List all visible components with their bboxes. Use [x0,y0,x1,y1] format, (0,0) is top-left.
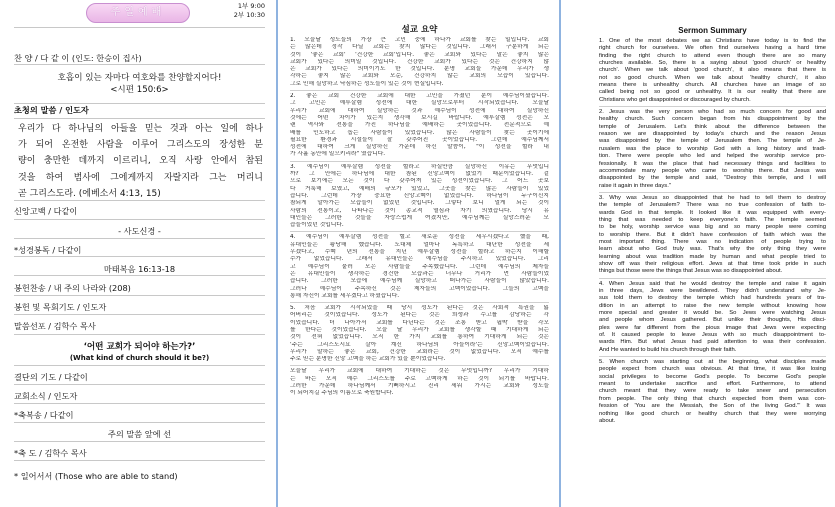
summary-paragraphs [599,38,826,425]
summary-line: the temple of Jerusalem? There was no true confession of faith to- [599,202,826,209]
summary-line: called being not so good or unhealthy. It is our reality that there are [599,89,826,96]
summary-line: 1. One of the most debates we as Christians have today is to find the [599,38,826,44]
summary-line: '주는 그리스도시요 살아 계신 하나님의 아들이라'는 신앙고백이었습니다. [290,341,549,348]
summary-line: 2. 좋은 교회 건강한 교회에 대한 고민을 가졌던 분이 예수님이셨습니다. [290,93,549,100]
paragraph-separator [290,302,549,303]
summary-line: most important thing. There was no indication of people trying to [599,238,826,245]
summary-paragraph [599,38,826,104]
divider [14,314,265,315]
order-benediction: *축 도 / 김학수 목사 [14,448,87,458]
summary-line: 으로 보기에는 모든 것이 다 갖추어져 있는 성전이었습니다. 그 어느 곳보 [290,178,549,185]
divider [14,275,265,276]
worship-order-panel [14,0,265,507]
summary-line: nothing like good church or healthy church that they were worrying [599,410,826,417]
summary-line: people expect from church was obvious. At that time, it was like losing [599,366,826,373]
summary-line: churches available. So, there is a saying about 'good church' or healthy [599,60,826,67]
summary-line: ples were far different from the pious image that Jews were expecting [599,324,826,331]
divider [14,238,265,239]
summary-line: more special and greater it would be. So Jews were watching Jesus [599,310,826,317]
summary-line: fession of 'You are the Messiah, the Son of the living God.'" It was [599,403,826,410]
summary-line: to be holy, worship service was big and so many people were coming [599,224,826,231]
order-commitment-prayer: 결단의 기도 / 다같이 [14,372,88,382]
divider [14,118,265,119]
summary-line: 주로 믿는 분명한 신앙 고백을 하는 교회가 있을 뿐이었습니다. [290,356,446,363]
summary-paragraph [290,164,549,230]
paragraph-separator [290,231,549,232]
invocation-line: 우리가 다 하나님의 아들을 믿는 것과 아는 일에 하나 [18,124,263,134]
summary-line: 를 한다는 것이었습니다. 오늘 날 우리가 교회를 생각할 때 기대하게 되는 [290,326,549,333]
divider [14,64,265,65]
paragraph-separator [599,192,826,193]
call-to-worship-ref: <시편 150:6> [110,85,169,95]
summary-line: 우리가 말하는 좋은 교회, 건강한 교회라는 것이 없었습니다. 오직 예수를 [290,348,549,355]
summary-line: reason we are disappointed by today's church and the reason Jesus [599,131,826,138]
summary-line: to worship there. But it didn't have confession of faith which was the [599,231,826,238]
paragraph-separator [599,356,826,357]
service-time-2: 2부 10:30 [233,10,265,19]
summary-line: of. It caused people to leave Jesus with so much disappointment to- [599,332,826,339]
summary-line: 3. 예수님이 예루살렘 성전을 헐라고 하실만큼 실망하신 이유는 무엇입니 [290,163,549,170]
summary-line: 가 사흘 동안에 일으키리라" 였습니다. [290,151,386,158]
invocation-line: 가 되어 온전한 사람을 이루어 그리스도의 장성한 분 [18,140,263,151]
summary-line: learning about was tradition made by human and what people tried to [599,253,826,260]
summary-line: dition in an attempt to raise the new temple without knowing how [599,302,826,309]
summary-line: 그로 인해 실망하고 낙심하는 성도들이 있는 것이 현실입니다. [290,80,444,87]
paragraph-separator [599,106,826,107]
summary-line: wards Him. But what Jesus had paid attention to was their confession. [599,339,826,346]
sermon-title: ‘어떤 교회가 되어야 하는가?’ [83,342,196,352]
summary-line: 3. Why was Jesus so disappointed that he had to tell them to destroy [599,194,826,201]
blessing-song-title: 주의 말씀 앞에 선 [107,429,172,439]
summary-line: 4. 예수님이 예루살렘 성전을 헐고 새로운 성전을 세우시겠다고 했을 때, [290,234,549,241]
summary-line: And He wanted to build his church through their faith. [599,346,737,353]
order-creed: 신앙고백 / 다같이 [14,206,78,216]
divider [14,403,265,404]
summary-line: 것이 '좋은 교회' '건강한 교회'입니다. 좋은 교회와 있다는 말은 좋지 않은 [290,51,549,58]
divider [14,27,265,28]
divider [14,295,265,296]
summary-line: church meant that they were ready to take sneer and persecution [599,388,826,395]
divider [14,256,265,257]
order-scripture-reading: *성경봉독 / 다같이 [14,245,82,255]
summary-paragraph [290,234,549,300]
summary-line: 것에는 어떤 차이가 있는지 생각해 보시길 바랍니다. 예루살렘 성전은 오 [290,114,549,121]
summary-line: 그 고민은 예루살렘 성전에 대한 실망으로부터 시작되었습니다. 오늘날 [290,100,549,107]
summary-line: 참되게 알아가는 모습들이 없었던 것입니다. 그렇다 보니 얼게 되는 것이 [290,200,549,207]
summary-line: show off was their religious effort. Jews at that time took pride in such [599,260,826,267]
summary-line: 우리가 교회에 대하여 실망하는 것과 예수님이 성전에 대하여 실망하신 [290,107,549,114]
scripture-reference: 마태복음 16:13-18 [103,264,176,274]
call-to-worship-verse: 호흡이 있는 자마다 여호와를 찬양할지어다! [57,73,222,83]
divider [14,200,265,201]
column-divider [559,0,561,507]
summary-line: 수가 없었습니다. 그래서 유대인들은 예수님을 주시하고 있었습니다. 그리 [290,256,549,263]
summary-line: 2. Jesus was the very person who had so much concern for good and [599,109,826,116]
invocation-line: 곧 그리스도라. (에베소서 4:13, 15) [18,188,161,199]
summary-title: 설교 요약 [401,25,438,35]
summary-line: not so good church. When we talk about 'healthy church', it also [599,74,826,81]
summary-line: things but those were the things that Jesus was so disappointed about. [599,268,783,275]
summary-line: 은 유대인들이 생각하는 경건한 모습과는 너무나 거리가 먼 사람들이었 [290,270,549,277]
summary-line: finding the right church to attend even though there are so many [599,52,826,59]
summary-line: thing that was needed to keep everyone's faith. The temple seemed [599,216,826,223]
summary-paragraph [290,305,549,363]
summary-line: 오늘날 우리가 교회에 대하여 기대하는 것은 무엇입니까? 우리가 기대하 [290,368,549,375]
summary-line: 5. 처음 교회가 시작되었을 때 당시 성도가 된다는 것은 사회적 특권을 잃 [290,305,549,312]
summary-line: temple of Jerusalem. Let's think about the difference between the [599,123,826,130]
paragraph-separator [290,90,549,91]
summary-line: 것이 전혀 없었습니다. 오직 한 가지 교회를 통하여 기대하게 되는 것은 [290,334,549,341]
summary-line: wards God in that temple. It looked like it was equipped with every- [599,209,826,216]
summary-paragraphs [290,37,549,398]
summary-line: 5. When church was starting out at the beginning, what disciples made [599,359,826,366]
summary-paragraph [290,37,549,88]
stand-note: * 일어서서 (Those who are able to stand) [14,471,178,481]
sermon-title-english: (What kind of church should it be?) [69,354,210,362]
paragraph-separator [290,161,549,162]
summary-line: 어버리는 것이었습니다. 성도가 된다는 것은 희생과 수고를 감당하는 각 [290,312,549,319]
summary-line: 대인들은 그러한 것들을 자랑스럽게 여겼지만, 예수님께는 실망스러운 모 [290,214,549,221]
summary-line: learn about who God truly was. That's why the only thing they were [599,246,826,253]
paragraph-separator [290,365,549,366]
divider [14,219,265,220]
invocation-line: 량이 충만한 데까지 이르리니, 오직 사랑 안에서 참된 [18,156,263,167]
summary-line: 배를 인도하고 돕는 사람들이 있었습니다. 많은 사람들이 찾는 곳이기에 [290,129,549,136]
summary-line: 는 바는 오직 예수 그리스도를 주로 고백하게 하는 것이 되기를 바랍니다. [290,375,549,382]
invocation-line: 것을 하여 범사에 그에게까지 자랄지라 그는 머리니 [18,172,263,183]
divider [14,441,265,442]
summary-line: 성전에 대하여 크게 실망하신 가운데 하신 말씀이, "이 성전을 헐라 내 [290,144,549,151]
divider [14,460,265,461]
summary-line: 우겠다고, 수백 년의 전통을 지닌 예루살렘 성전을 헐라고 하는지 이해할 [290,249,549,256]
service-title: 주일예배 [86,3,190,23]
summary-line: healthy church. Such concern began from his disappointment by the [599,116,826,123]
order-announcements: 교회소식 / 인도자 [14,391,78,401]
sermon-summary-english [599,0,826,507]
order-invocation: 초청의 말씀 / 인도자 [14,105,89,115]
summary-line: 사람의 전통이고, 나타나는 것이 종교적 열심과 자기 의였습니다. 당시 유 [290,207,549,214]
divider [14,384,265,385]
summary-line: Christians who get disappointed or discouraged by church. [599,96,751,103]
summary-line: 랜 역사와 전통을 가진 하나님을 예배하는 곳이었습니다. 전문적으로 예 [290,122,549,129]
summary-paragraph [599,359,826,425]
summary-line: 는 많은데 정작 다닐 교회는 찾지 않다는 것입니다. 그래서 구분하게 되는 [290,44,549,51]
summary-line: 1. 오늘날 성도들의 가장 큰 고민 중에 하나가 교회를 찾는 일입니다. 교회 [290,37,549,43]
summary-line: from people. The only thing that church expected from them was con- [599,395,826,402]
column-divider [276,0,278,507]
divider [14,365,265,366]
summary-line: 고 예수님이 붙러 모은 사람들을 주목했습니다. 그런데 예수님의 제자들 [290,263,549,270]
summary-line: means there is unhealthy church. All churches have an image of so [599,82,826,89]
summary-line: 필요한 환경과 시설들이 잘 갖추어진 곳이었습니다. 그런데 예수님께서 [290,136,549,143]
summary-line: 각하는 좋지 않은 교회와 모순, 건강하지 않는 교회의 모습이 있습니다. [290,73,549,80]
order-hymn: 찬 양 / 다 같 이 (인도: 한승이 집사) [14,53,142,63]
summary-line: 은 교회가 있다는 의미이기도 한 것입니다. 분명 교회들 가운데 우리가 생 [290,66,549,73]
summary-line: disappointed by the temple and said, "Destroy this temple, and I will [599,175,826,182]
summary-line: was disappointed by the temple of Jerusalem then. The temple of Je- [599,138,826,145]
summary-line: social privileges to become God's people. To become God's people [599,373,826,380]
summary-line: accommodate many people who came to worship there. But Jesus was [599,167,826,174]
summary-line: 그러나 예수님이 주목하신 것은 제자들의 고백이었습니다. 그들의 고백을 [290,285,549,292]
order-offering-prayer: 봉헌 및 목회기도 / 인도자 [14,302,107,312]
summary-line: 이었습니다. 더 나아가서 교회를 다닌다는 것은 조롱 받고 핍박 받을 각오 [290,319,549,326]
bulletin-header [14,0,265,40]
summary-line: sus told them to destroy the temple which had hundreds years of tra- [599,295,826,302]
summary-paragraph [599,109,826,190]
summary-line: raise it again in three days." [599,182,671,189]
summary-line: about. [599,417,616,424]
summary-title: Sermon Summary [678,26,747,35]
summary-line: fessionally. It was the place that had necessary things and facilities to [599,160,826,167]
summary-line: 습들이었던 것입니다. [290,222,344,229]
summary-line: rusalem was the place to worship God with a long history and tradi- [599,145,826,152]
divider [14,103,265,104]
summary-line: 교회가 있다는 의미일 것입니다. 건강한 교회가 있다는 것은 건강하지 않 [290,58,549,65]
order-blessing-song: *축복송 / 다같이 [14,410,74,420]
sermon-summary-korean [290,0,549,507]
order-offering-hymn: 봉헌찬송 / 내 주의 나라와 (208) [14,283,131,293]
summary-line: tion. There were people who led and helped the worship service pro- [599,153,826,160]
divider [14,334,265,335]
summary-paragraph [599,281,826,354]
summary-line: meant to undertake sacrifice and effort. Furthermore, to attend [599,381,826,388]
summary-line: 통해 자신이 교회를 세우겠다고 하셨습니다. [290,292,400,299]
service-times [234,2,265,19]
summary-paragraph [290,368,549,397]
divider [14,422,265,423]
summary-line: 이 되어지길 주님의 이름으로 축원합니다. [290,390,394,397]
summary-line: right church for ourselves. We often find ourselves having a hard time [599,45,826,52]
summary-paragraph [599,195,826,276]
paragraph-separator [599,278,826,279]
summary-line: 4. When Jesus said that he would destroy the temple and raise it again [599,280,826,287]
summary-line: 다 거룩해 보였고, 예배의 규모가 있었고, 그곳을 찾는 많은 사람들이 있었 [290,185,549,192]
summary-paragraph [290,93,549,159]
order-sermon: 말씀선포 / 김학수 목사 [14,321,96,331]
creed-label: - 사도신경 - [118,226,161,236]
summary-line: 그러한 가운데 하나님께서 기뻐하시고 진리 세워 가시는 교회와 성도들 [290,383,549,390]
summary-line: 습니다. 그러한 모습에 예수님께 실망하고 떠나가는 사람들이 많았습니다. [290,278,549,285]
summary-line: church'. When we talk about 'good church', it also means that there is [599,67,826,74]
summary-line: 까? 그 안에는 하나님에 대한 참된 신앙고백이 없었기 때문이었습니다. 겉 [290,171,549,178]
summary-line: and people whom Jesus gathered. But unlike their thoughts, His disci- [599,317,826,324]
service-time-1: 1부 9:00 [237,2,265,10]
summary-line: in three days, Jews were bewildered. They didn't understand why Je- [599,288,826,294]
summary-line: 유대인들은 황당해 했습니다. 도대체 얼마나 독특하고 대단한 성전을 세 [290,241,549,248]
summary-line: 습니다. 그런데 가장 중요한 신앙고백이 없었습니다. 하나님이 누구이신지 [290,192,549,199]
invocation-text [18,121,263,202]
